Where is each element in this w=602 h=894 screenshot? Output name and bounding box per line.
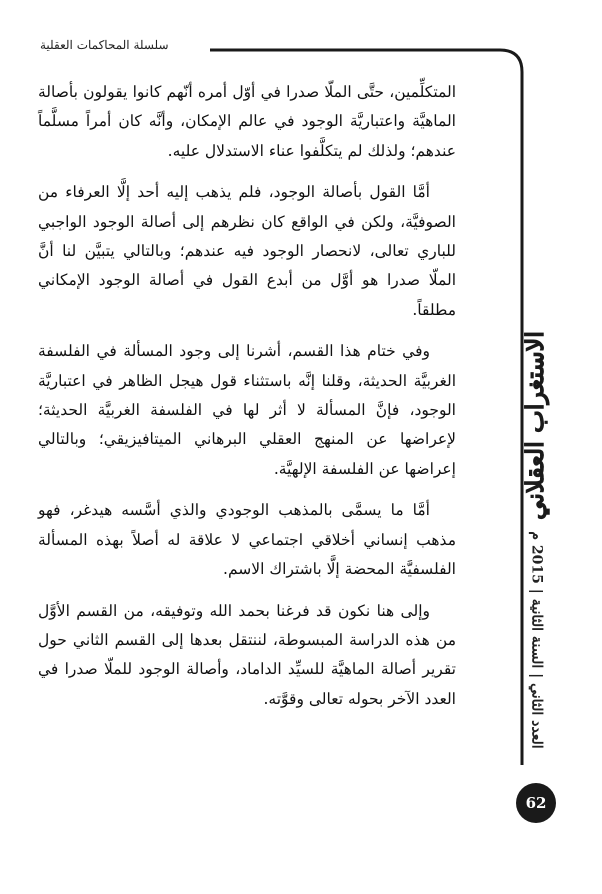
journal-name-text: الاستغراب العقلاني: [519, 330, 549, 520]
page-number-badge: 62: [516, 783, 556, 823]
issue-info: [497, 520, 577, 760]
body-paragraph: المتكلِّمين، حتَّى الملّا صدرا في أوّل أمره أنّهم كانوا يقولون بأصالة الماهيَّة واعتباريَّة الوجود في عالم الإمكان، وأنَّه كان أمراً مسلَّماً عندهم؛ ولذلك لم يتكلَّفوا عناء الاستدلال عليه.: [38, 83, 456, 160]
body-paragraph: أمَّا ما يسمَّى بالمذهب الوجودي والذي أسَّسه هيدغر، فهو مذهب إنساني أخلاقي اجتماعي لا علاقة له أصلاً بهذه المسألة الفلسفيَّة المحضة إلَّا باشتراك الاسم.: [38, 501, 456, 579]
body-paragraph: أمَّا القول بأصالة الوجود، فلم يذهب إليه أحد إلَّا العرفاء من الصوفيَّة، ولكن في الواقع كان نظرهم إلى أصالة الوجود الواجبي للباري تعالى، لانحصار الوجود فيه عندهم؛ وبالتالي يتبيَّن لنا أنَّ الملّا صدرا هو أوَّل من أبدع القول في أصالة الوجود الإمكاني مطلقاً.: [38, 183, 456, 319]
issue-info-text: العدد الثاني | السنة الثانية | 2015 م: [529, 531, 546, 749]
running-header-series-title: سلسلة المحاكمات العقلية: [40, 38, 169, 52]
body-paragraph: وإلى هنا نكون قد فرغنا بحمد الله وتوفيقه، من القسم الأوَّل من هذه الدراسة المبسوطة، لننتقل بعدها إلى القسم الثاني حول تقرير أصالة الماهيَّة للسيِّد الداماد، وأصالة الوجود للملّا صدرا في العدد الآخر بحوله تعالى وقوَّته.: [38, 601, 456, 708]
journal-logo: [512, 330, 556, 520]
article-body: [38, 78, 456, 726]
body-paragraph: وفي ختام هذا القسم، أشرنا إلى وجود المسألة في الفلسفة الغربيَّة الحديثة، وقلنا إنَّه باستثناء قول هيجل الظاهر في اعتباريَّة الوجود، فإنَّ المسألة لا أثر لها في الفلسفة الغربيَّة الحديثة؛ لإعراضها عن المنهج العقلي البرهاني الميتافيزيقي؛ وبالتالي إعراضها عن الفلسفة الإلهيَّة.: [38, 342, 456, 478]
